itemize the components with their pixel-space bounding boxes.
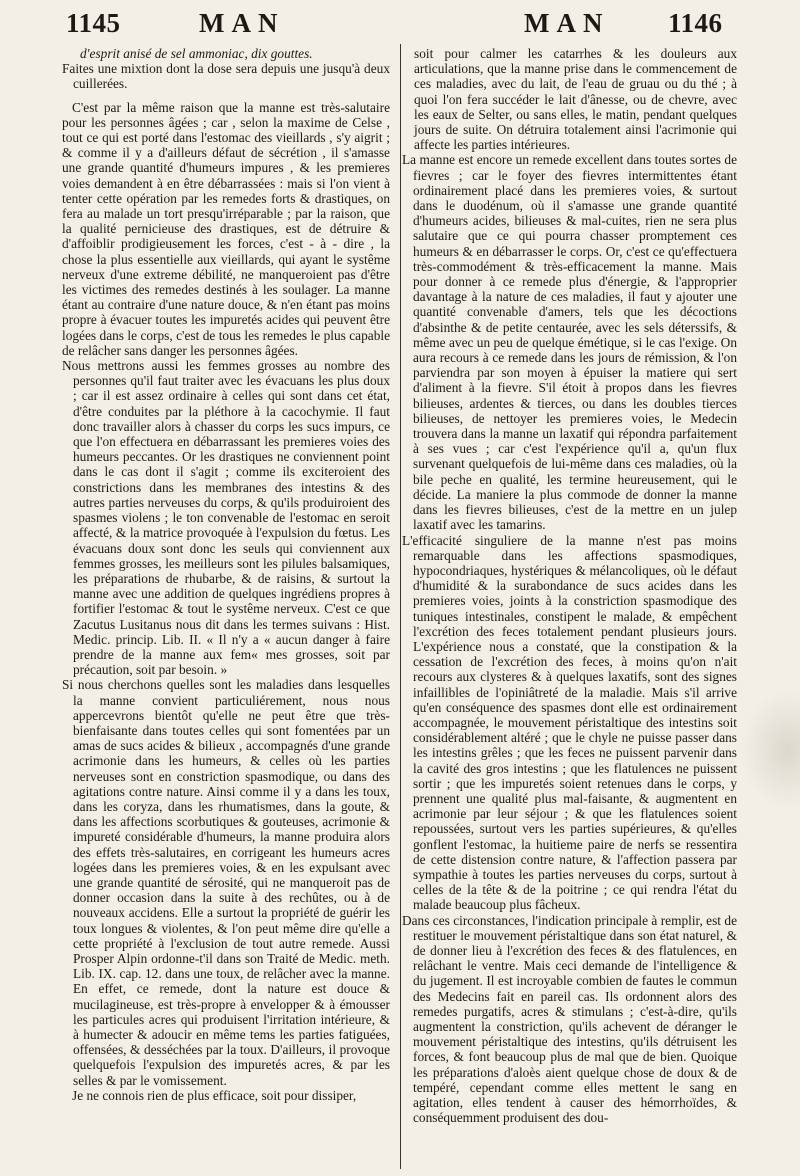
paragraph: soit pour calmer les catarrhes & les douleurs aux articulations, que la manne prise dans le commencement de ces maladies, avec du lait, de l'eau de gruau ou du thé ; à quoi l'on fera succéder le lait d'ânesse, ou de chevre, avec les eaux de Selter, ou sans elles, le matin, pendant quelques jours de suite. On détruira totalement ainsi l'acrimonie qui affecte les parties intérieures. [414,46,737,153]
paragraph-gap [62,92,390,100]
paragraph: L'efficacité singuliere de la manne n'est pas moins remarquable dans les affections spasmodiques, hypocondriaques, hystériques & mélancoliques, où le défaut d'humidité & la surabondance de sucs acides dans les premieres voies, joints à la constriction spasmodique des tuniques intestinales, constipent le malade, & empêchent l'excrétion des feces totalement pendant plusieurs jours. L'expérience nous a constaté, que la constipation & la cessation de l'excrétion des feces, à moins qu'on n'ait recours aux clysteres & à quelques laxatifs, sont des signes infaillibles de l'opiniâtreté de la maladie. Mais s'il arrive qu'en conséquence des spasmes dont elle est ordinairement accompagnée, le mouvement péristaltique des intestins soit considérablement altéré ; que le chyle ne puisse passer dans les intestins grêles ; que les feces ne puissent parvenir dans la cavité des gros intestins ; que les flatulences ne puissent sortir ; que les impuretés soient retenues dans le corps, y prennent une qualité plus mal-faisante, & augmentent en acrimonie par leur séjour ; & que les flatulences soient repoussées, surtout vers les parties supérieures, & qu'elles gonflent l'estomac, la huitieme paire de nerfs se ressentira de cette distension contre nature, & l'affection passera par sympathie à toutes les parties nerveuses du corps, surtout à celles de la tête & de la poitrine ; ce qui rendra l'état du malade beaucoup plus fâcheux. [402,532,737,913]
left-column [62,46,390,1103]
left-running-title: MAN [199,8,285,38]
paragraph: Faites une mixtion dont la dose sera depuis une jusqu'à deux cuillerées. [62,61,390,92]
paragraph: Si nous cherchons quelles sont les maladies dans lesquelles la manne convient particuliérement, nous nous appercevrons bientôt qu'elle ne peut être que très-bienfaisante dans toutes celles qui sont fomentées par un amas de sucs acides & bilieux , accompagnés d'une grande acrimonie dans les humeurs, & celles où les parties nerveuses sont en constriction spasmodique, ou dans des agitations contre nature. Ainsi comme il y a dans les toux, dans les coryza, dans les rhumatismes, dans la goute, & dans les affections scorbutiques & gouteuses, acrimonie & impureté considérable d'humeurs, la manne produira alors des effets très-salutaires, en corrigeant les humeurs acres logées dans les premieres voies, & en les expulsant avec une grande quantité de sérosité, qui ne manqueroit pas de donner occasion dans la suite à des rechûtes, ou à de nouveaux accidens. Elle a surtout la propriété de guérir les toux longues & violentes, & l'on peut même dire qu'elle a cette propriété à l'exclusion de tout autre remede. Aussi Prosper Alpin ordonne-t'il dans son Traité de Medic. meth. Lib. IX. cap. 12. dans une toux, de relâcher avec la manne. En effet, ce remede, dont la nature est douce & mucilagineuse, est très-propre à envelopper & à émousser les particules acres qui produisent l'irritation intérieure, & à humecter & adoucir en même tems les parties fatiguées, offensées, & desséchées par la toux. D'ailleurs, il provoque quelquefois l'expulsion des impuretés acres, & par les selles & par le vomissement. [62,677,390,1088]
column-divider [400,44,401,1169]
right-column [402,46,737,1125]
paragraph: Nous mettrons aussi les femmes grosses au nombre des personnes qu'il faut traiter avec les évacuans les plus doux ; car il est assez ordinaire à celles qui sont dans cet état, d'être conduites par la pléthore à la cacochymie. Il faut donc travailler alors à chasser du corps les sucs impurs, ce que l'on effectuera en débarrassant les premieres voies des humeurs peccantes. Or les drastiques ne conviennent point dans le cas dont il s'agit ; comme ils exciteroient des constrictions dans les membranes des intestins & des autres parties nerveuses du corps, & qu'ils produiroient des spasmes violens ; le ton convenable de l'estomac en seroit affecté, & la matrice provoquée à l'expulsion du fœtus. Les évacuans doux sont donc les seuls qui conviennent aux femmes grosses, les meilleurs sont les pilules balsamiques, les préparations de rhubarbe, & de raisins, & surtout la manne avec une addition de quelques ingrédiens propres à fortifier l'estomac & tout le systême nerveux. C'est ce que Zacutus Lusitanus nous dit dans les termes suivans : Hist. Medic. princip. Lib. II. « Il n'y a « aucun danger à faire prendre de la manne aux fem« mes grosses, soit par précaution, soit par besoin. » [62,358,390,678]
left-page-number: 1145 [66,8,121,38]
paragraph: C'est par la même raison que la manne est très-salutaire pour les personnes âgées ; car , selon la maxime de Celse , tout ce qui est porté dans l'estomac des vieillards , s'y aigrit ; & comme il y a d'ailleurs défaut de sécrétion , il s'amasse une grande quantité d'humeurs impures , & les premieres voies demandent à en être débarrassées : mais si l'on vient à tenter cette opération par les remedes forts & drastiques, on fera au malade un tort presqu'irréparable ; par la raison, que la qualité pernicieuse des drastiques, est de détruire & d'affoiblir prodigieusement les forces, c'est - à - dire , la chose la plus essentielle aux vieillards, qui ayant le systême nerveux d'une extreme débilité, ne manqueroient pas d'être les victimes des remedes destinés à les soulager. La manne étant au contraire d'une nature douce, & n'en étant pas moins propre à évacuer toutes les impuretés acides qui peuvent être logées dans le corps, c'est de tous les remedes le plus capable de relâcher sans danger les personnes âgées. [62,99,390,358]
paragraph: d'esprit anisé de sel ammoniac, dix gouttes. [80,46,313,61]
right-page-number: 1146 [668,8,723,38]
paragraph: La manne est encore un remede excellent dans toutes sortes de fievres ; car le foyer des fievres intermittentes étant ordinairement placé dans les premieres voies, & surtout dans le duodénum, où il s'amasse une grande quantité d'humeurs acides, bilieuses & mal-cuites, rien ne sera plus salutaire que ce qui pourra chasser promptement ces humeurs & en débarrasser le corps. Or, c'est ce qu'effectuera très-commodément & très-efficacement la manne. Mais pour donner à ce remede plus d'énergie, & l'approprier davantage à la nature de ces maladies, il faut y ajouter une quantité convenable d'amers, tels que les décoctions d'absinthe & de petite centaurée, avec les sels déterssifs, & même avec un peu de quelque émétique, si le cas l'exige. On aura recours à ce remede dans les jours de rémission, & l'on parviendra par son moyen à épuiser la matiere qui sert d'aliment à la fievre. S'il étoit à propos dans les fievres bilieuses, ardentes & tierces, ou dans les doubles tierces bilieuses, de nettoyer les premieres voies, le Medecin trouvera dans la manne un laxatif qui répondra parfaitement à ses vues ; car c'est l'expérience qu'il a, qu'un flux survenant quelquefois de lui-même dans ces maladies, où la bile peche en qualité, les termine heureusement, qui le décide. La maniere la plus commode de donner la manne dans les fievres bilieuses, c'est de la mettre en un julep laxatif avec les tamarins. [402,152,737,533]
paper-stain [740,690,800,810]
paragraph: Je ne connois rien de plus efficace, soit pour dissiper, [72,1087,357,1103]
paragraph: Dans ces circonstances, l'indication principale à remplir, est de restituer le mouvement péristaltique dans son état naturel, & de donner lieu à l'excrétion des feces & des flatulences, en relâchant le ventre. Mais ceci demande de l'intelligence & du jugement. Il est incroyable combien de fautes le commun des Medecins fait en pareil cas. Ils ordonnent alors des remedes purgatifs, acres & stimulans ; c'est-à-dire, qu'ils augmentent la constriction, qu'ils achevent de déranger le mouvement péristaltique des intestins, qu'ils détruisent les forces, & font beaucoup plus de mal que de bien. Quoique les préparations d'aloès aient quelque chose de doux & de tempéré, cependant comme elles mettent le sang en agitation, elles tendent à causer des hémorrhoïdes, & conséquemment produisent des dou- [402,912,737,1126]
right-running-title: MAN [524,8,610,38]
